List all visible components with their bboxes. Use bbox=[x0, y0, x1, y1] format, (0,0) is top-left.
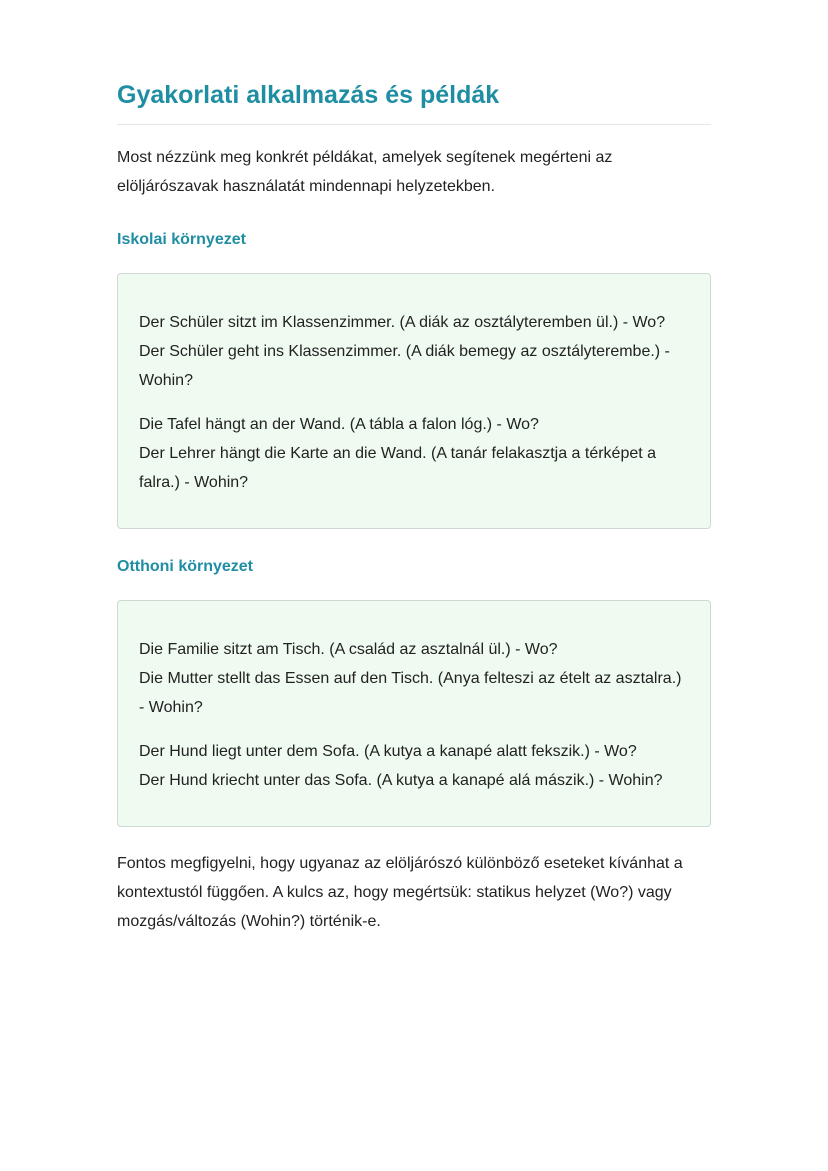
example-pair bbox=[139, 308, 689, 395]
intro-paragraph: Most nézzünk meg konkrét példákat, amelyek segítenek megérteni az elöljárószavak használatát mindennapi helyzetekben. bbox=[117, 149, 613, 195]
document-page bbox=[117, 78, 711, 936]
section-heading-home: Otthoni környezet bbox=[117, 558, 254, 575]
example-pair bbox=[139, 635, 689, 722]
example-line-wo: Der Schüler sitzt im Klassenzimmer. (A diák az osztályteremben ül.) - Wo? bbox=[139, 314, 666, 331]
example-pair bbox=[139, 410, 689, 497]
example-line-wohin: Der Schüler geht ins Klassenzimmer. (A diák bemegy az osztályterembe.) - Wohin? bbox=[139, 343, 670, 389]
example-line-wohin: Die Mutter stellt das Essen auf den Tisch. (Anya felteszi az ételt az asztalra.) - Wohin? bbox=[139, 670, 682, 716]
example-line-wohin: Der Lehrer hängt die Karte an die Wand. (A tanár felakasztja a térképet a falra.) - Wohin? bbox=[139, 445, 657, 491]
section-heading-school: Iskolai környezet bbox=[117, 231, 246, 248]
example-line-wohin: Der Hund kriecht unter das Sofa. (A kutya a kanapé alá mászik.) - Wohin? bbox=[139, 772, 663, 789]
example-line-wo: Die Familie sitzt am Tisch. (A család az asztalnál ül.) - Wo? bbox=[139, 641, 558, 658]
page-title: Gyakorlati alkalmazás és példák bbox=[117, 78, 711, 125]
conclusion-paragraph: Fontos megfigyelni, hogy ugyanaz az elöljárószó különböző eseteket kívánhat a kontextustól függően. A kulcs az, hogy megértsük: statikus helyzet (Wo?) vagy mozgás/változás (Wohin?) történik-e. bbox=[117, 855, 683, 930]
example-box-school bbox=[117, 273, 711, 529]
example-line-wo: Der Hund liegt unter dem Sofa. (A kutya a kanapé alatt fekszik.) - Wo? bbox=[139, 743, 637, 760]
example-pair bbox=[139, 737, 689, 795]
example-box-home bbox=[117, 600, 711, 827]
example-line-wo: Die Tafel hängt an der Wand. (A tábla a falon lóg.) - Wo? bbox=[139, 416, 539, 433]
